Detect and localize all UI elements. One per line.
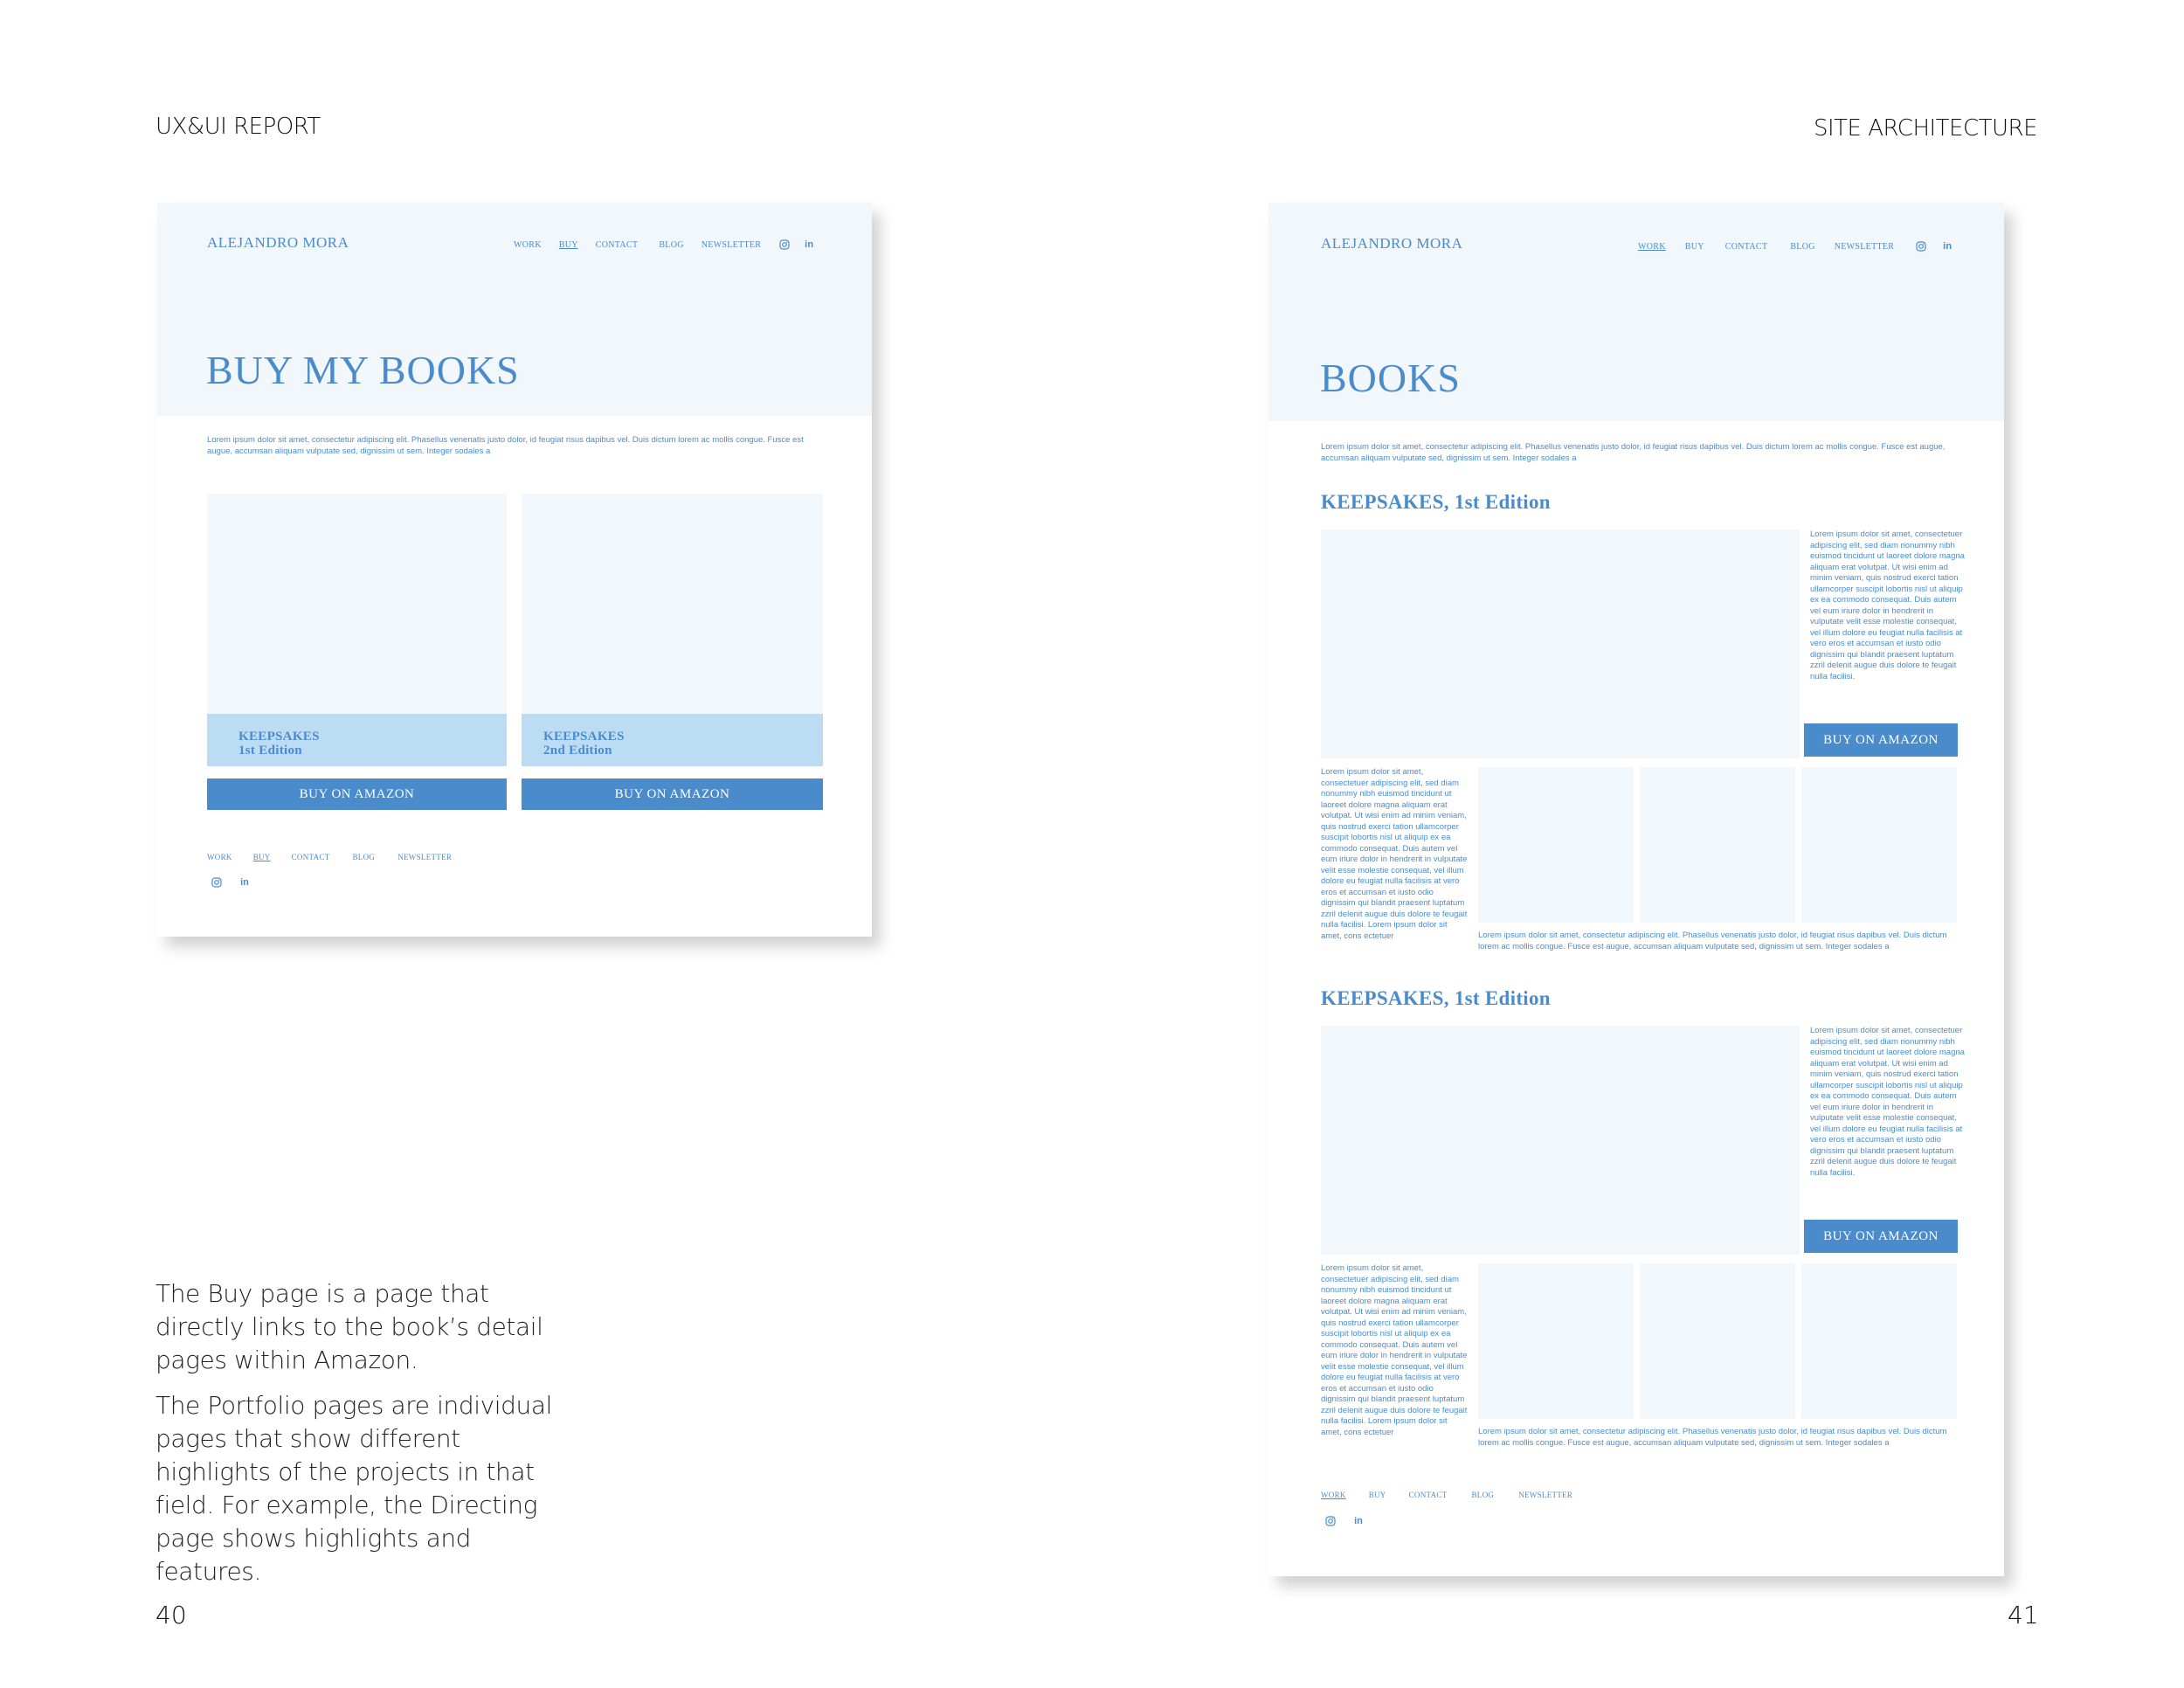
footer-nav-work[interactable]: WORK	[207, 853, 232, 861]
gallery-caption: Lorem ipsum dolor sit amet, consectetur adipiscing elit. Phasellus venenatis justo dolor, id feugiat risus dapibus vel. Duis dictum lorem ac mollis congue. Fusce est augue, accumsan aliquam vulputate sed, dignissim ut sem. Integer sodales a	[1478, 930, 1947, 951]
book-hero-placeholder	[1321, 529, 1800, 758]
page-caption	[156, 1277, 557, 1601]
buy-on-amazon-button[interactable]: BUY ON AMAZON	[1804, 723, 1958, 757]
intro-text: Lorem ipsum dolor sit amet, consectetur adipiscing elit. Phasellus venenatis justo dolor, id feugiat risus dapibus vel. Duis dictum lorem ac mollis congue. Fusce est augue, accumsan aliquam vulputate sed, dignissim ut sem. Integer sodales a	[1321, 442, 1946, 463]
site-nav	[1638, 240, 1953, 253]
book-edition: 2nd Edition	[543, 744, 612, 758]
book-cover-placeholder	[207, 494, 507, 714]
book-title: KEEPSAKES	[543, 730, 625, 744]
instagram-icon[interactable]	[211, 876, 223, 889]
footer-nav-work[interactable]: WORK	[1321, 1491, 1346, 1499]
book-hero-placeholder	[1321, 1026, 1800, 1255]
caption-paragraph: The Portfolio pages are individual pages that show different highlights of the projects in that field. For example, the Directing page shows highlights and features.	[156, 1391, 552, 1586]
nav-work[interactable]: WORK	[514, 239, 542, 250]
nav-newsletter[interactable]: NEWSLETTER	[701, 239, 762, 250]
book-label	[207, 714, 507, 766]
report-header-right: SITE ARCHITECTURE	[1814, 115, 2038, 142]
footer-nav-blog[interactable]: BLOG	[352, 853, 376, 861]
gallery-image-placeholder	[1801, 1263, 1957, 1419]
page-title: BOOKS	[1320, 356, 1461, 400]
instagram-icon[interactable]	[1915, 240, 1927, 253]
site-nav	[514, 239, 815, 251]
footer-social	[211, 876, 266, 889]
book-edition: 1st Edition	[238, 744, 302, 758]
buy-on-amazon-button[interactable]: BUY ON AMAZON	[207, 778, 507, 810]
linkedin-icon[interactable]: in	[805, 239, 814, 250]
footer-nav-contact[interactable]: CONTACT	[291, 853, 330, 861]
nav-blog[interactable]: BLOG	[1790, 241, 1815, 252]
footer-nav-buy[interactable]: BUY	[1368, 1491, 1386, 1499]
book-cover-placeholder	[522, 494, 823, 714]
book-label	[522, 714, 823, 766]
page-number-left: 40	[156, 1601, 187, 1629]
site-logo[interactable]: ALEJANDRO MORA	[207, 234, 349, 251]
page-title: BUY MY BOOKS	[206, 348, 520, 392]
footer-social	[1324, 1515, 1380, 1527]
instagram-icon[interactable]	[1324, 1515, 1337, 1527]
gallery-image-placeholder	[1478, 1263, 1634, 1419]
footer-nav	[1321, 1491, 1572, 1499]
footer-nav-blog[interactable]: BLOG	[1471, 1491, 1495, 1499]
linkedin-icon[interactable]: in	[1943, 241, 1952, 252]
page-number-right: 41	[2008, 1601, 2039, 1629]
nav-contact[interactable]: CONTACT	[595, 239, 639, 250]
intro-text: Lorem ipsum dolor sit amet, consectetur adipiscing elit. Phasellus venenatis justo dolor, id feugiat risus dapibus vel. Duis dictum lorem ac mollis congue. Fusce est augue, accumsan aliquam vulputate sed, dignissim ut sem. Integer sodales a	[207, 435, 804, 456]
book-description: Lorem ipsum dolor sit amet, consectetuer adipiscing elit, sed diam nonummy nibh euismod tincidunt ut laoreet dolore magna aliquam erat volutpat. Ut wisi enim ad minim veniam, quis nostrud exerci tation ullamcorper suscipit lobortis nisl ut aliquip ex ea commodo consequat. Duis autem vel eum iriure dolor in hendrerit in vulputate velit esse molestie consequat, vel illum dolore eu feugiat nulla facilisis at vero eros et accumsan et iusto odio dignissim qui blandit praesent luptatum zzril delenit augue duis dolore te feugait nulla facilisi.	[1810, 529, 1965, 681]
buy-on-amazon-button[interactable]: BUY ON AMAZON	[1804, 1220, 1958, 1253]
nav-buy[interactable]: BUY	[1684, 241, 1704, 252]
book-details-text: Lorem ipsum dolor sit amet, consectetuer adipiscing elit, sed diam nonummy nibh euismod tincidunt ut laoreet dolore magna aliquam erat volutpat. Ut wisi enim ad minim veniam, quis nostrud exerci tation ullamcorper suscipit lobortis nisl ut aliquip ex ea commodo consequat. Duis autem vel eum iriure dolor in hendrerit in vulputate velit esse molestie consequat, vel illum dolore eu feugiat nulla facilisis at vero eros et accumsan et iusto odio dignissim qui blandit praesent luptatum zzril delenit augue duis dolore te feugait nulla facilisi. Lorem ipsum dolor sit amet, cons ectetuer	[1321, 767, 1468, 941]
gallery-image-placeholder	[1640, 1263, 1795, 1419]
nav-contact[interactable]: CONTACT	[1724, 241, 1768, 252]
buy-page-mockup	[157, 203, 872, 937]
gallery-image-placeholder	[1801, 767, 1957, 923]
site-logo[interactable]: ALEJANDRO MORA	[1321, 235, 1463, 252]
nav-buy[interactable]: BUY	[558, 239, 578, 250]
gallery-image-placeholder	[1478, 767, 1634, 923]
gallery-caption: Lorem ipsum dolor sit amet, consectetur adipiscing elit. Phasellus venenatis justo dolor, id feugiat risus dapibus vel. Duis dictum lorem ac mollis congue. Fusce est augue, accumsan aliquam vulputate sed, dignissim ut sem. Integer sodales a	[1478, 1427, 1947, 1448]
report-header-left: UX&UI REPORT	[156, 114, 321, 140]
nav-work[interactable]: WORK	[1638, 241, 1666, 252]
nav-blog[interactable]: BLOG	[659, 239, 684, 250]
buy-on-amazon-button[interactable]: BUY ON AMAZON	[522, 778, 823, 810]
footer-nav	[207, 853, 452, 861]
footer-nav-contact[interactable]: CONTACT	[1408, 1491, 1448, 1499]
footer-nav-newsletter[interactable]: NEWSLETTER	[1518, 1491, 1573, 1499]
book-details-text: Lorem ipsum dolor sit amet, consectetuer adipiscing elit, sed diam nonummy nibh euismod tincidunt ut laoreet dolore magna aliquam erat volutpat. Ut wisi enim ad minim veniam, quis nostrud exerci tation ullamcorper suscipit lobortis nisl ut aliquip ex ea commodo consequat. Duis autem vel eum iriure dolor in hendrerit in vulputate velit esse molestie consequat, vel illum dolore eu feugiat nulla facilisis at vero eros et accumsan et iusto odio dignissim qui blandit praesent luptatum zzril delenit augue duis dolore te feugait nulla facilisi. Lorem ipsum dolor sit amet, cons ectetuer	[1321, 1263, 1468, 1437]
caption-paragraph: The Buy page is a page that directly links to the book’s detail pages within Amazon.	[156, 1279, 543, 1374]
linkedin-icon[interactable]: in	[1354, 1516, 1363, 1526]
footer-nav-newsletter[interactable]: NEWSLETTER	[397, 853, 453, 861]
instagram-icon[interactable]	[778, 239, 791, 251]
footer-nav-buy[interactable]: BUY	[252, 853, 271, 861]
book-description: Lorem ipsum dolor sit amet, consectetuer adipiscing elit, sed diam nonummy nibh euismod tincidunt ut laoreet dolore magna aliquam erat volutpat. Ut wisi enim ad minim veniam, quis nostrud exerci tation ullamcorper suscipit lobortis nisl ut aliquip ex ea commodo consequat. Duis autem vel eum iriure dolor in hendrerit in vulputate velit esse molestie consequat, vel illum dolore eu feugiat nulla facilisis at vero eros et accumsan et iusto odio dignissim qui blandit praesent luptatum zzril delenit augue duis dolore te feugait nulla facilisi.	[1810, 1026, 1965, 1178]
books-page-mockup	[1268, 203, 2004, 1576]
section-title: KEEPSAKES, 1st Edition	[1321, 987, 1551, 1009]
nav-newsletter[interactable]: NEWSLETTER	[1834, 241, 1895, 252]
book-title: KEEPSAKES	[238, 730, 320, 744]
section-title: KEEPSAKES, 1st Edition	[1321, 491, 1551, 513]
linkedin-icon[interactable]: in	[240, 877, 249, 888]
gallery-image-placeholder	[1640, 767, 1795, 923]
